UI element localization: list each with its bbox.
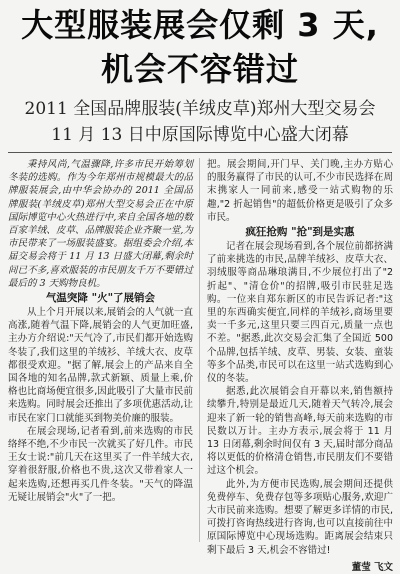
section2-paragraph-2: 据悉,此次展销会自开幕以来,销售额持续攀升,特别是最近几天,随着天气转冷,展会迎来了新一轮的销售高峰,每天前来选购的市民数以万计。主办方表示,展会将于 11 月 13 日闭幕,剩余时间仅有 3 天,届时部分商品将以更低的价格清仓销售,市民朋友们不要错过这个机会。 xyxy=(207,386,393,477)
left-column xyxy=(8,158,193,504)
column-divider xyxy=(199,158,200,542)
headline-line1: 大型服装展会仅剩 3 天, xyxy=(21,6,379,44)
byline: 董莹 飞文 xyxy=(351,561,393,573)
section1-continuation: 把。展会期间,开门早、关门晚,主办方贴心的服务赢得了市民的认可,不少市民选择在周末携家人一同前来,感受一站式购物的乐趣,"2 折起销售"的超低价格更是吸引了众多市民。 xyxy=(207,159,393,223)
subhead-line2: 11 月 13 日中原国际博览中心盛大闭幕 xyxy=(51,125,349,145)
headline-line2: 机会不容错过 xyxy=(100,50,299,88)
lead-paragraph: 秉持风尚,气温骤降,许多市民开始筹划冬装的选购。作为今年郑州市规模最大的品牌服装展会,由中华会协办的 2011 全国品牌服装(羊绒皮草)郑州大型交易会正在中原国际博览中心火热进行中,来自全国各地的数百家羊绒、皮草、品牌服装企业齐聚一堂,为市民带来了一场服装盛宴。据组委会介绍,本届交易会将于 11 月 13 日盛大闭幕,剩余时间已不多,喜欢服装的市民朋友千万不要错过最后的 3 天购物良机。 xyxy=(8,159,193,289)
section1-title: 气温突降 "火"了展销会 xyxy=(45,292,156,305)
section1-paragraph-1: 从上个月开展以来,展销会的人气就一直高涨,随着气温下降,展销会的人气更加旺盛,主办方介绍说:"天气冷了,市民们都开始选购冬装了,我们这里的羊绒衫、羊绒大衣、皮草都很受欢迎。"据了解,展会上的产品来自全国各地的知名品牌,款式新颖、质量上乘,价格也比商场便宜很多,因此吸引了大量市民前来选购。同时展会还推出了多项优惠活动,让市民在家门口就能买到物美价廉的服装。 xyxy=(8,307,193,424)
right-column xyxy=(207,158,393,574)
subhead-line1: 2011 全国品牌服装(羊绒皮草)郑州大型交易会 xyxy=(24,99,376,119)
section2-paragraph-3: 此外,为方便市民选购,展会期间还提供免费停车、免费存包等多项贴心服务,欢迎广大市民前来选购。想要了解更多详情的市民,可拨打咨询热线进行咨询,也可以直接前往中原国际博览中心现场选购。距离展会结束只剩下最后 3 天,机会不容错过! xyxy=(207,478,393,556)
section2-title: 疯狂抢购 "抢"到是实惠 xyxy=(245,226,355,239)
section2-paragraph-1: 记者在展会现场看到,各个展位前都挤满了前来挑选的市民,品牌羊绒衫、皮草大衣、羽绒服等商品琳琅满目,不少展位打出了"2 折起"、"清仓价"的招牌,吸引市民驻足选购。一位来自郑东新区的市民告诉记者:"这里的东西确实便宜,同样的羊绒衫,商场里要卖一千多元,这里只要三四百元,质量一点也不差。"据悉,此次交易会汇集了全国近 500 个品牌,包括羊绒、皮草、男装、女装、童装等多个品类,市民可以在这里一站式选购到心仪的冬装。 xyxy=(207,241,393,385)
header-rule xyxy=(8,152,392,153)
section1-paragraph-2: 在展会现场,记者看到,前来选购的市民络绎不绝,不少市民一次就买了好几件。市民王女士说:"前几天在这里买了一件羊绒大衣,穿着很舒服,价格也不贵,这次又带着家人一起来选购,还想再买几件冬装。"天气的降温无疑让展销会"火"了一把。 xyxy=(8,425,193,503)
